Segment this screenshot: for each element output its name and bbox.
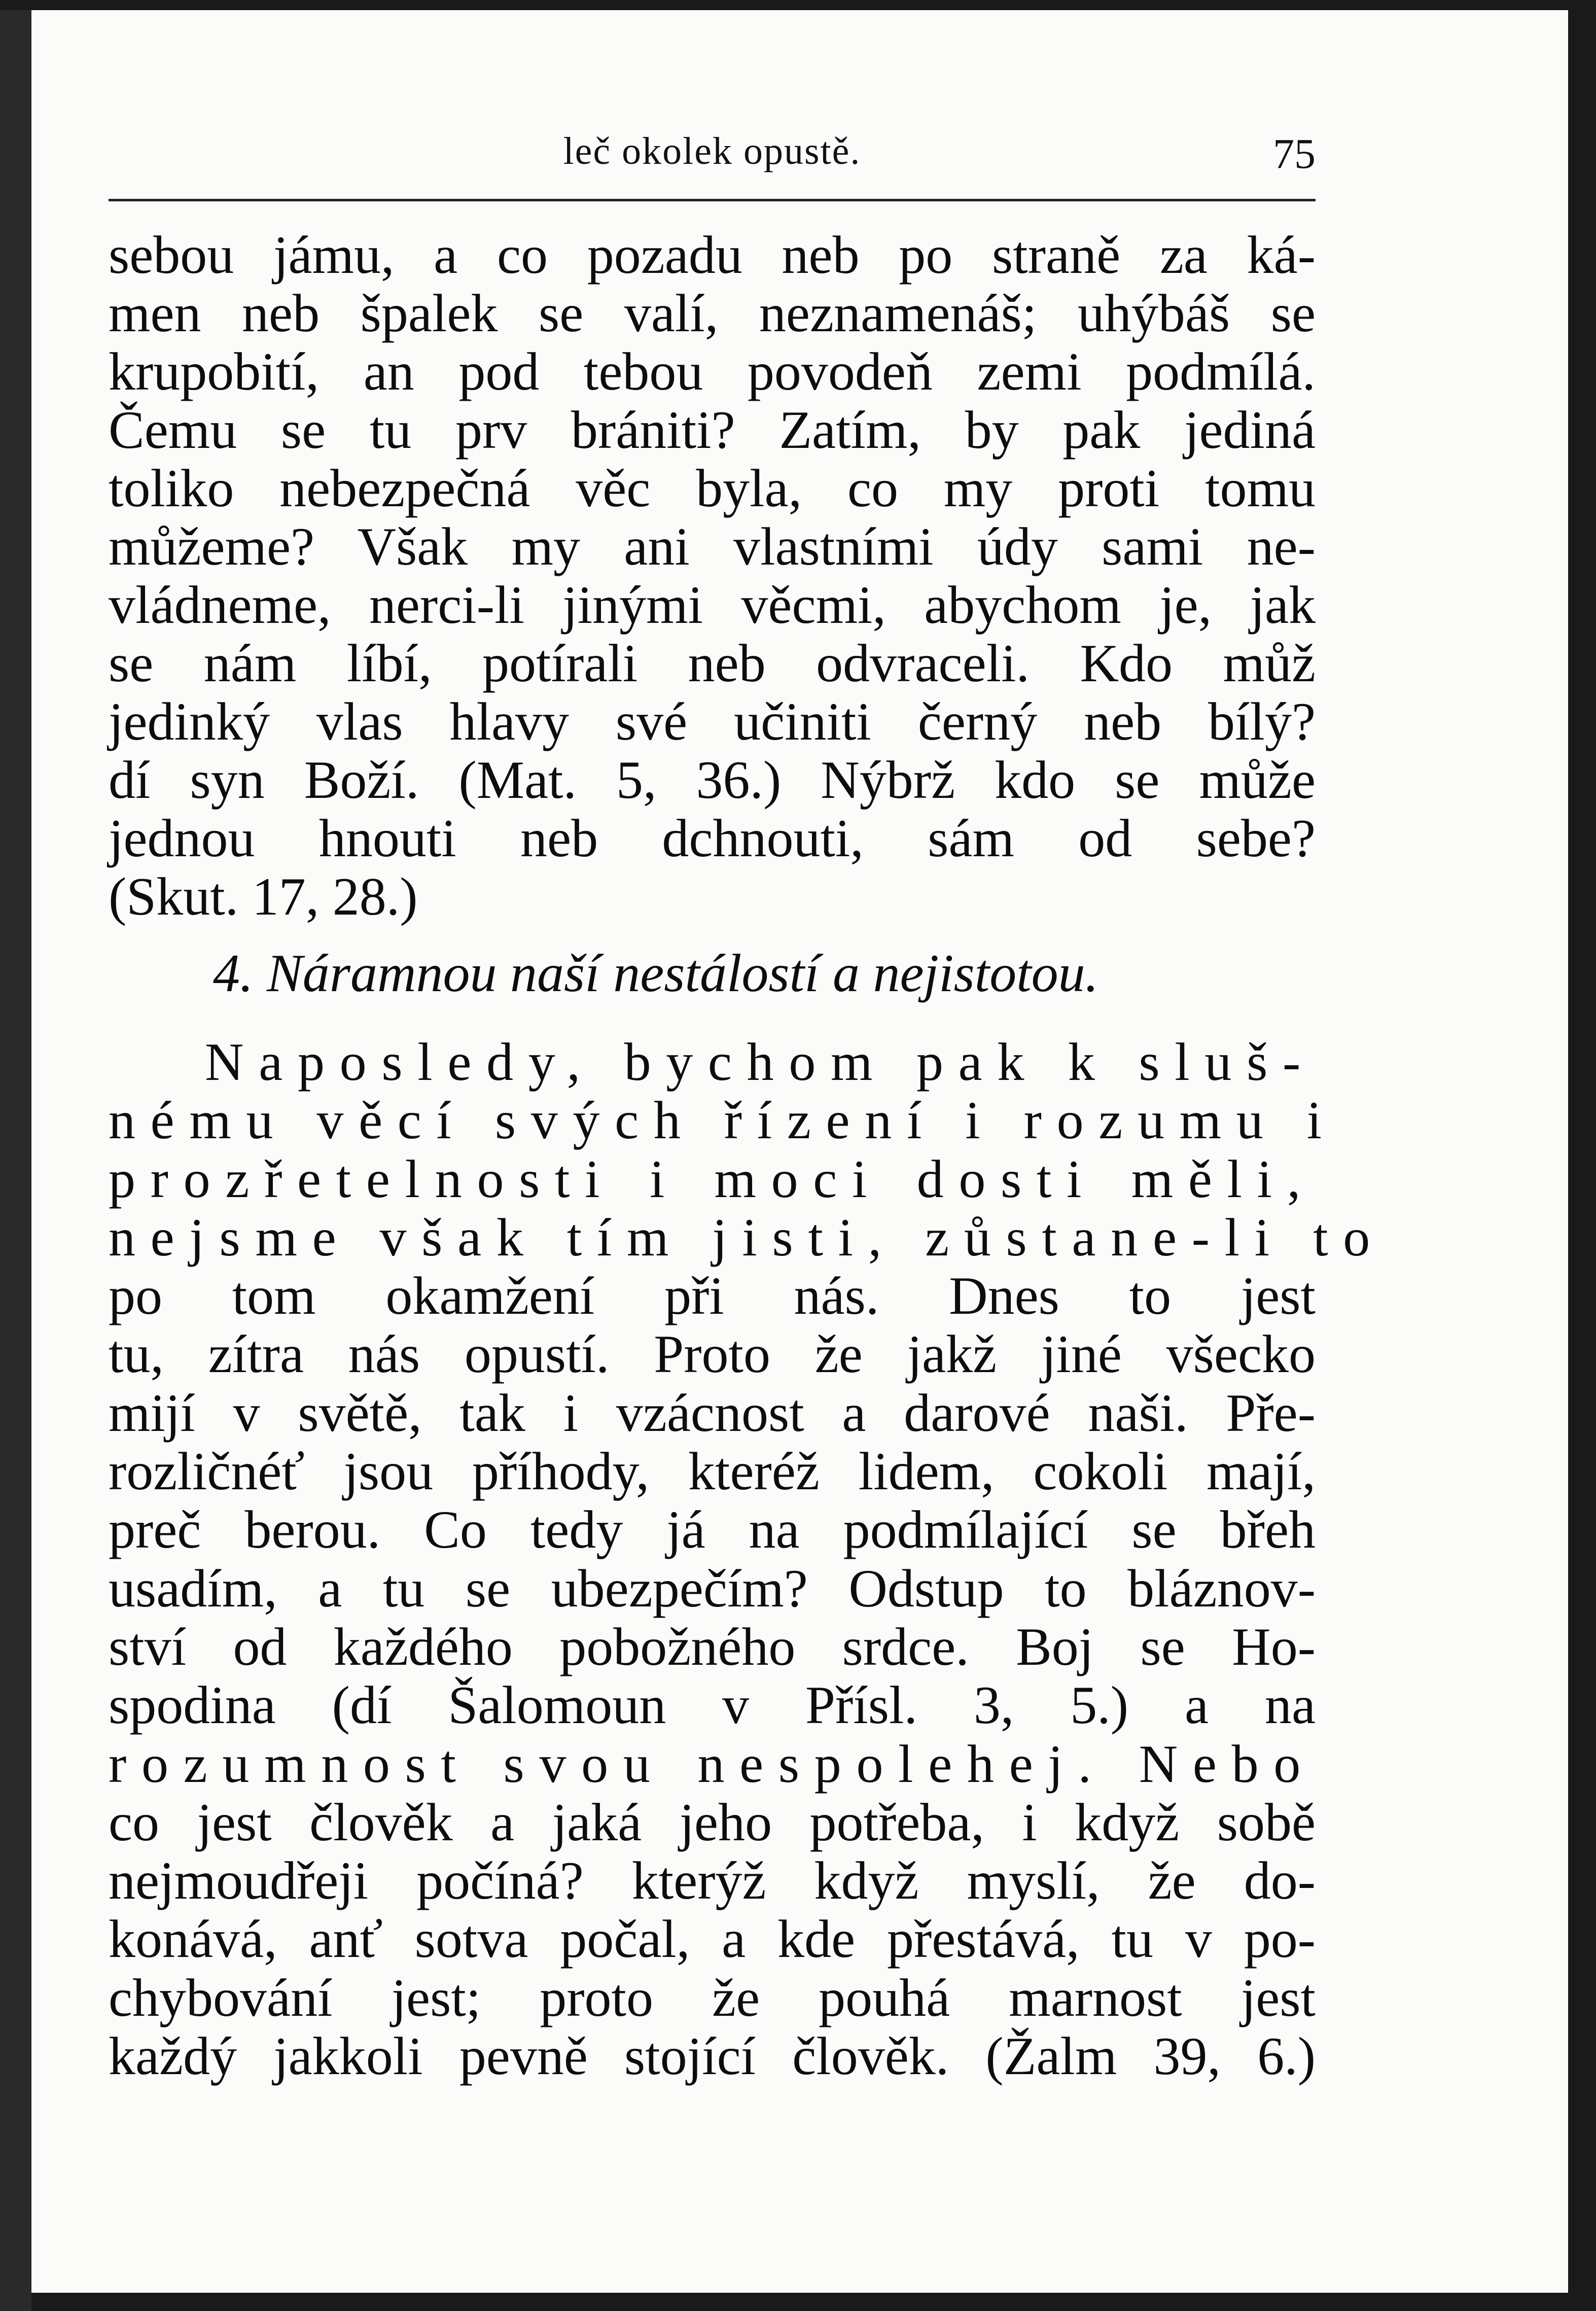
text-line: men neb špalek se valí, neznamenáš; uhýbáš se [109, 284, 1316, 343]
paragraph-1 [109, 226, 1316, 926]
running-head: leč okolek opustě. [563, 130, 861, 172]
text-line: jedinký vlas hlavy své učiniti černý neb bílý? [109, 692, 1316, 751]
scan-edge [1568, 0, 1596, 2311]
text-line: nejsme však tím jisti, zůstane-li to [109, 1207, 1385, 1267]
text-line: ství od každého pobožného srdce. Boj se Ho- [109, 1617, 1316, 1676]
text-line: dí syn Boží. (Mat. 5, 36.) Nýbrž kdo se může [109, 750, 1316, 810]
text-line: chybování jest; proto že pouhá marnost jest [109, 1968, 1316, 2027]
text-line: rozličnéť jsou příhody, kteréž lidem, cokoli mají, [109, 1442, 1316, 1501]
text-line: vládneme, nerci-li jinými věcmi, abychom je, jak [109, 575, 1316, 635]
text-line: spodina (dí Šalomoun v Přísl. 3, 5.) a na [109, 1675, 1316, 1735]
text-line: se nám líbí, potírali neb odvraceli. Kdo můž [109, 634, 1316, 693]
text-line: toliko nebezpečná věc byla, co my proti tomu [109, 459, 1316, 518]
text-line: prozřetelnosti i moci dosti měli, [109, 1149, 1316, 1209]
text-line: nému věcí svých řízení i rozumu i [109, 1091, 1337, 1150]
page-number: 75 [1273, 130, 1316, 178]
paragraph-2 [109, 1032, 1385, 2086]
text-line: po tom okamžení při nás. Dnes to jest [109, 1266, 1316, 1326]
book-spine-shadow [0, 10, 31, 2311]
text-line: konává, anť sotva počal, a kde přestává, tu v po- [109, 1909, 1316, 1969]
text-line: tu, zítra nás opustí. Proto že jakž jiné všecko [109, 1324, 1316, 1384]
text-line: jednou hnouti neb dchnouti, sám od sebe? [109, 809, 1316, 868]
text-line: (Skut. 17, 28.) [109, 867, 418, 926]
text-line: Naposledy, bychom pak k sluš- [205, 1032, 1316, 1092]
text-line: preč berou. Co tedy já na podmílající se břeh [109, 1500, 1316, 1560]
page-header [109, 129, 1316, 190]
text-line: každý jakkoli pevně stojící člověk. (Žalm 39, 6.) [109, 2026, 1316, 2086]
text-line: nejmoudřeji počíná? kterýž když myslí, že do- [109, 1851, 1316, 1911]
text-line: sebou jámu, a co pozadu neb po straně za ká- [109, 225, 1316, 285]
text-line: rozumnost svou nespolehej. Nebo [109, 1734, 1316, 1794]
header-rule [109, 199, 1316, 201]
text-line: můžeme? Však my ani vlastními údy sami ne- [109, 517, 1316, 576]
text-line: mijí v světě, tak i vzácnost a darové naši. Pře- [109, 1383, 1316, 1443]
text-line: usadím, a tu se ubezpečím? Odstup to bláznov- [109, 1558, 1316, 1618]
text-line: Čemu se tu prv brániti? Zatím, by pak jediná [109, 400, 1316, 460]
text-line: co jest člověk a jaká jeho potřeba, i když sobě [109, 1792, 1316, 1852]
section-heading: 4. Náramnou naší nestálostí a nejistotou. [213, 943, 1099, 1003]
text-line: krupobití, an pod tebou povodeň zemi podmílá. [109, 342, 1316, 401]
